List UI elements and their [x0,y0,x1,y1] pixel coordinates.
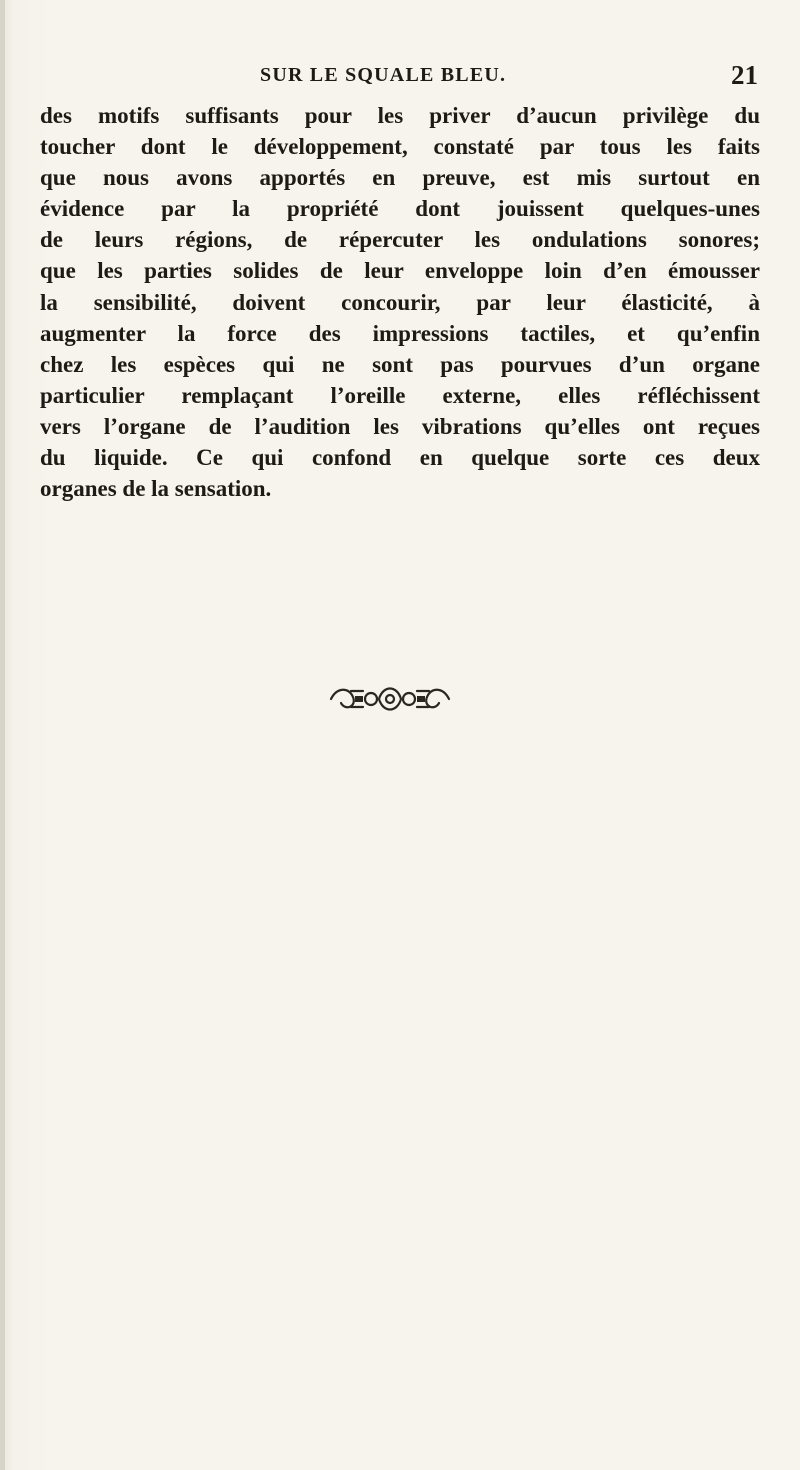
text-line: organes de la sensation. [40,476,272,502]
text-line: évidence par la propriété dont jouissent quelques-unes [40,196,760,222]
page-number: 21 [731,60,758,90]
text-line: chez les espèces qui ne sont pas pourvues d’un organe [40,351,760,377]
text-line: que nous avons apportés en preuve, est mis surtout en [40,165,760,191]
running-head: SUR LE SQUALE BLEU. [260,64,507,86]
text-line: que les parties solides de leur enveloppe loin d’en émousser [40,258,760,284]
page-header [260,60,758,90]
text-line: augmenter la force des impressions tactiles, et qu’enfin [40,320,760,346]
text-line: des motifs suffisants pour les priver d’aucun privilège du [40,103,760,128]
text-line: toucher dont le développement, constaté par tous les faits [40,134,760,160]
text-line: particulier remplaçant l’oreille externe, elles réfléchissent [40,382,760,408]
text-line: vers l’organe de l’audition les vibrations qu’elles ont reçues [40,413,760,439]
end-ornament-icon [327,681,453,717]
body-paragraph [40,100,760,504]
text-line: du liquide. Ce qui confond en quelque sorte ces deux [40,445,760,471]
text-line: la sensibilité, doivent concourir, par leur élasticité, à [40,289,760,315]
text-line: de leurs régions, de répercuter les ondulations sonores; [40,227,760,253]
page-gutter-edge [0,0,5,1470]
